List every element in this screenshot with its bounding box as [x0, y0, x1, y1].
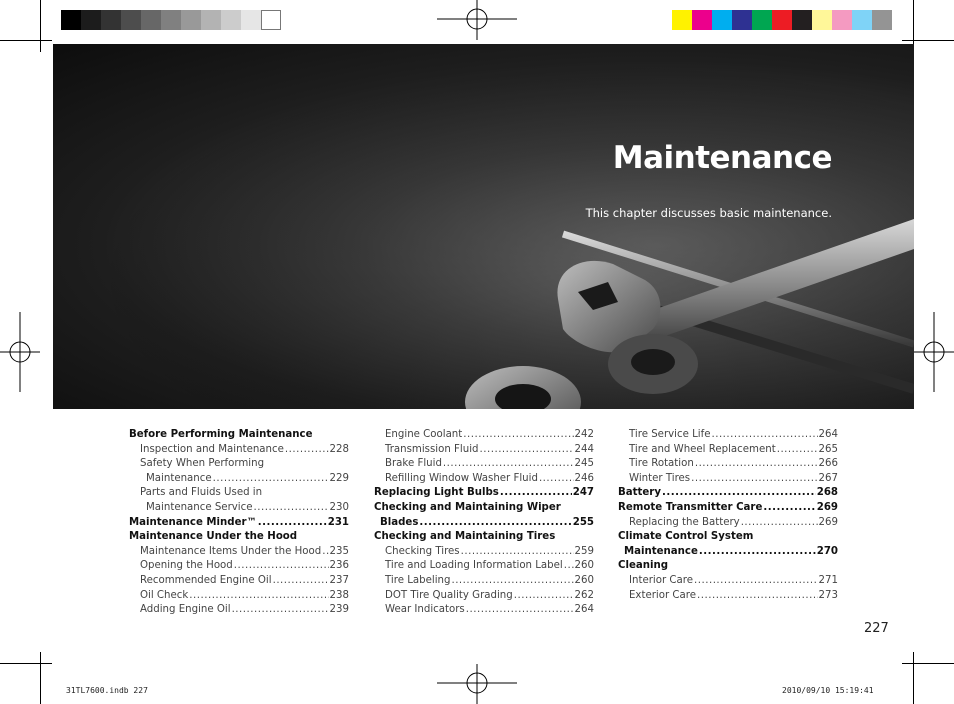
toc-entry — [129, 457, 349, 472]
toc-leader-dots — [514, 589, 574, 604]
toc-entry — [374, 530, 594, 545]
toc-entry-label: Maintenance — [146, 472, 212, 484]
toc-entry-label: Tire and Loading Information Label — [385, 560, 563, 572]
toc-entry-label: Tire Rotation — [629, 458, 694, 470]
toc-entry-page: 244 — [574, 443, 594, 455]
toc-entry-label: Brake Fluid — [385, 458, 442, 470]
color-swatch — [261, 10, 281, 30]
toc-entry[interactable] — [374, 603, 594, 618]
footer-file-info: 31TL7600.indb 227 — [66, 686, 148, 695]
toc-leader-dots — [539, 472, 574, 487]
toc-entry-label: Recommended Engine Oil — [140, 574, 272, 586]
chapter-title: Maintenance — [612, 140, 832, 176]
toc-entry-page: 229 — [329, 472, 349, 484]
color-swatch — [672, 10, 692, 30]
toc-leader-dots — [699, 545, 816, 560]
toc-entry[interactable] — [129, 559, 349, 574]
toc-leader-dots — [741, 516, 818, 531]
toc-entry-page: 245 — [574, 458, 594, 470]
footer-timestamp: 2010/09/10 15:19:41 — [782, 686, 874, 695]
toc-entry — [618, 530, 838, 545]
color-swatch — [872, 10, 892, 30]
page-number: 227 — [864, 621, 889, 636]
toc-entry-page: 259 — [574, 545, 594, 557]
toc-entry[interactable] — [374, 559, 594, 574]
toc-leader-dots — [564, 559, 574, 574]
toc-entry-label: Maintenance Items Under the Hood — [140, 545, 322, 557]
toc-entry-label: Interior Care — [629, 574, 693, 586]
toc-leader-dots — [711, 428, 817, 443]
toc-entry-label: DOT Tire Quality Grading — [385, 589, 513, 601]
toc-entry-label: Checking and Maintaining Tires — [374, 531, 556, 543]
color-swatch — [732, 10, 752, 30]
toc-entry — [129, 486, 349, 501]
toc-entry[interactable] — [374, 545, 594, 560]
toc-entry-label: Blades — [380, 516, 419, 528]
toc-entry-page: 246 — [574, 472, 594, 484]
toc-entry[interactable] — [129, 443, 349, 458]
toc-entry[interactable] — [129, 501, 349, 516]
toc-entry-page: 264 — [818, 429, 838, 440]
toc-entry[interactable] — [618, 472, 838, 487]
color-swatch — [221, 10, 241, 30]
toc-entry-page: 255 — [572, 516, 594, 528]
toc-entry-label: Parts and Fluids Used in — [140, 487, 263, 499]
toc-leader-dots — [258, 516, 327, 531]
color-swatch — [81, 10, 101, 30]
toc-entry-label: Battery — [618, 487, 661, 499]
toc-entry-label: Engine Coolant — [385, 429, 463, 440]
color-swatch — [692, 10, 712, 30]
toc-entry-page: 270 — [816, 545, 838, 557]
color-swatch — [772, 10, 792, 30]
toc-entry-label: Tire Service Life — [629, 429, 711, 440]
toc-entry-page: 265 — [818, 443, 838, 455]
toc-leader-dots — [419, 516, 571, 531]
toc-entry-label: Tire and Wheel Replacement — [629, 443, 776, 455]
toc-entry-label: Maintenance — [624, 545, 698, 557]
toc-entry[interactable] — [129, 603, 349, 618]
toc-entry-page: 269 — [818, 516, 838, 528]
color-swatch — [181, 10, 201, 30]
toc-entry-page: 273 — [818, 589, 838, 601]
toc-entry[interactable] — [618, 428, 838, 443]
toc-entry-label: Exterior Care — [629, 589, 696, 601]
color-swatch — [121, 10, 141, 30]
toc-entry[interactable] — [374, 443, 594, 458]
color-swatch — [201, 10, 221, 30]
toc-leader-dots — [466, 603, 574, 618]
chapter-hero-image — [53, 44, 914, 409]
wrench-illustration — [53, 44, 914, 409]
color-swatch — [712, 10, 732, 30]
toc-leader-dots — [694, 574, 818, 589]
toc-entry-page: 260 — [574, 574, 594, 586]
toc-entry-page: 271 — [818, 574, 838, 586]
toc-entry[interactable] — [374, 589, 594, 604]
registration-mark-top — [437, 0, 517, 40]
toc-leader-dots — [763, 501, 815, 516]
toc-entry-label: Replacing the Battery — [629, 516, 740, 528]
toc-leader-dots — [213, 472, 329, 487]
toc-entry-label: Oil Check — [140, 589, 189, 601]
toc-entry[interactable] — [129, 545, 349, 560]
toc-entry — [129, 530, 349, 545]
toc-entry-page: 264 — [574, 604, 594, 616]
toc-entry-label: Winter Tires — [629, 472, 691, 484]
toc-entry-label: Maintenance Service — [146, 501, 253, 513]
toc-leader-dots — [463, 428, 573, 443]
toc-entry-page: 269 — [816, 501, 838, 513]
toc-entry-label: Maintenance Minder™ — [129, 516, 257, 528]
toc-entry-page: 228 — [329, 443, 349, 455]
toc-entry[interactable] — [374, 428, 594, 443]
toc-leader-dots — [691, 472, 817, 487]
toc-leader-dots — [480, 443, 574, 458]
toc-entry-page: 247 — [572, 487, 594, 499]
toc-leader-dots — [695, 457, 818, 472]
toc-column-2 — [374, 428, 594, 618]
toc-entry-page: 267 — [818, 472, 838, 484]
toc-entry[interactable] — [374, 574, 594, 589]
toc-entry[interactable] — [618, 545, 838, 560]
toc-column-3 — [618, 428, 838, 603]
toc-leader-dots — [777, 443, 818, 458]
color-swatch — [241, 10, 261, 30]
color-swatch — [812, 10, 832, 30]
toc-entry-label: Refilling Window Washer Fluid — [385, 472, 538, 484]
color-swatch — [61, 10, 81, 30]
toc-entry — [129, 428, 349, 443]
toc-entry-label: Cleaning — [618, 560, 669, 572]
registration-mark-right — [914, 312, 954, 392]
toc-leader-dots — [697, 589, 818, 604]
toc-entry-label: Before Performing Maintenance — [129, 429, 313, 440]
toc-entry[interactable] — [129, 574, 349, 589]
toc-entry — [618, 559, 838, 574]
toc-entry-page: 260 — [574, 560, 594, 572]
toc-entry-label: Tire Labeling — [385, 574, 451, 586]
toc-entry-label: Adding Engine Oil — [140, 604, 231, 616]
toc-entry-page: 237 — [329, 574, 349, 586]
toc-entry[interactable] — [618, 589, 838, 604]
toc-entry-label: Checking and Maintaining Wiper — [374, 501, 561, 513]
toc-entry-label: Maintenance Under the Hood — [129, 531, 298, 543]
toc-entry-label: Opening the Hood — [140, 560, 233, 572]
toc-entry[interactable] — [374, 516, 594, 531]
toc-entry-label: Climate Control System — [618, 531, 754, 543]
toc-entry[interactable] — [374, 457, 594, 472]
color-swatch — [141, 10, 161, 30]
toc-leader-dots — [234, 559, 329, 574]
toc-entry[interactable] — [618, 501, 838, 516]
toc-entry-label: Wear Indicators — [385, 604, 465, 616]
toc-entry-page: 239 — [329, 604, 349, 616]
color-swatch — [792, 10, 812, 30]
toc-entry-label: Inspection and Maintenance — [140, 443, 284, 455]
toc-leader-dots — [189, 589, 328, 604]
toc-column-1 — [129, 428, 349, 618]
toc-leader-dots — [273, 574, 329, 589]
toc-entry-label: Checking Tires — [385, 545, 460, 557]
toc-entry[interactable] — [618, 443, 838, 458]
toc-entry-label: Safety When Performing — [140, 458, 265, 470]
toc-leader-dots — [285, 443, 329, 458]
toc-entry[interactable] — [374, 486, 594, 501]
toc-entry-page: 235 — [329, 545, 349, 557]
color-swatch — [752, 10, 772, 30]
toc-entry-page: 231 — [327, 516, 349, 528]
toc-entry-label: Replacing Light Bulbs — [374, 487, 499, 499]
toc-leader-dots — [461, 545, 574, 560]
toc-entry-page: 230 — [329, 501, 349, 513]
registration-mark-bottom — [437, 664, 517, 704]
toc-leader-dots — [451, 574, 573, 589]
chapter-subtitle: This chapter discusses basic maintenance. — [585, 206, 832, 220]
toc-entry-label: Transmission Fluid — [385, 443, 479, 455]
toc-entry[interactable] — [374, 472, 594, 487]
toc-leader-dots — [500, 486, 572, 501]
toc-entry — [374, 501, 594, 516]
toc-entry[interactable] — [618, 574, 838, 589]
toc-entry-page: 268 — [816, 487, 838, 499]
toc-entry[interactable] — [129, 516, 349, 531]
toc-entry-page: 238 — [329, 589, 349, 601]
toc-entry-page: 266 — [818, 458, 838, 470]
toc-entry[interactable] — [618, 457, 838, 472]
toc-entry-page: 242 — [574, 429, 594, 440]
color-swatch — [161, 10, 181, 30]
toc-leader-dots — [322, 545, 328, 560]
toc-leader-dots — [254, 501, 329, 516]
toc-entry[interactable] — [129, 589, 349, 604]
toc-entry-label: Remote Transmitter Care — [618, 501, 763, 513]
toc-entry-page: 262 — [574, 589, 594, 601]
toc-entry[interactable] — [129, 472, 349, 487]
toc-entry-page: 236 — [329, 560, 349, 572]
toc-leader-dots — [662, 486, 816, 501]
toc-leader-dots — [232, 603, 329, 618]
color-swatch — [852, 10, 872, 30]
toc-entry[interactable] — [618, 516, 838, 531]
color-swatch — [101, 10, 121, 30]
toc-leader-dots — [443, 457, 574, 472]
color-swatch — [832, 10, 852, 30]
toc-entry[interactable] — [618, 486, 838, 501]
registration-mark-left — [0, 312, 40, 392]
